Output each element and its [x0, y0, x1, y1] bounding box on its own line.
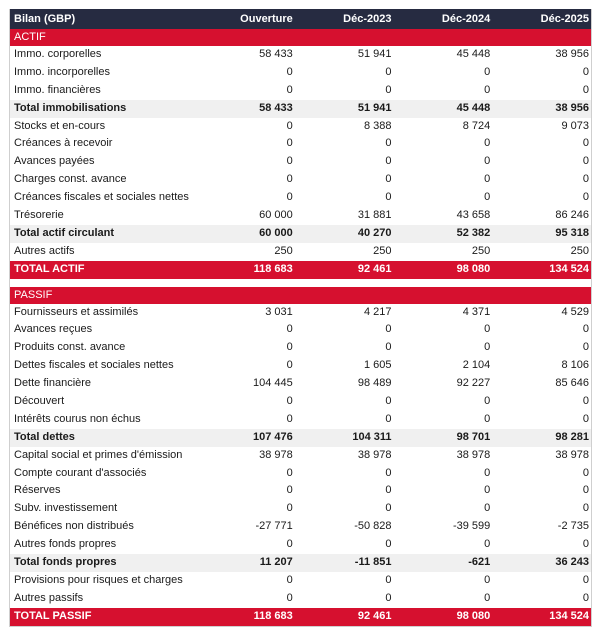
row-value: 104 311	[352, 430, 392, 443]
row-value: -50 828	[354, 520, 392, 533]
row-value: 3 031	[265, 305, 293, 318]
table-row	[10, 207, 591, 225]
row-value: 0	[385, 173, 392, 186]
row-value: 0	[582, 173, 589, 186]
row-value: 0	[484, 323, 491, 336]
row-value: 0	[286, 137, 293, 150]
table-row	[10, 500, 591, 518]
row-value: -11 851	[354, 556, 392, 569]
row-value: 0	[484, 538, 491, 551]
row-value: 36 243	[555, 556, 589, 569]
table-row	[10, 590, 591, 608]
row-value: 0	[286, 119, 293, 132]
row-label: TOTAL PASSIF	[14, 609, 92, 622]
row-label: Avances payées	[14, 155, 95, 168]
row-value: 51 941	[357, 101, 392, 114]
row-value: 58 433	[259, 101, 293, 114]
row-value: 58 433	[259, 48, 293, 60]
table-row	[10, 572, 591, 590]
row-value: 0	[385, 538, 392, 551]
row-value: 4 529	[561, 305, 589, 318]
table-header-row	[10, 9, 591, 29]
header-cell-dec-2024: Déc-2024	[441, 13, 491, 25]
table-row	[10, 82, 591, 100]
row-value: 98 281	[555, 430, 589, 443]
subtotal-row	[10, 225, 591, 243]
row-value: 0	[385, 573, 392, 586]
row-value: 0	[582, 323, 589, 336]
row-value: 38 978	[555, 448, 589, 461]
row-value: 134 524	[549, 609, 589, 622]
row-value: 0	[484, 591, 491, 604]
row-label: Autres actifs	[14, 244, 75, 257]
row-value: 0	[286, 83, 293, 96]
row-label: Immo. corporelles	[14, 48, 102, 60]
row-value: 98 080	[456, 609, 491, 622]
row-value: 0	[286, 173, 293, 186]
row-value: 0	[286, 65, 293, 78]
row-value: 0	[286, 573, 293, 586]
section-title-passif: PASSIF	[14, 288, 53, 301]
row-value: 0	[484, 341, 491, 354]
table-row	[10, 321, 591, 339]
row-value: 0	[385, 323, 392, 336]
row-label: Créances fiscales et sociales nettes	[14, 191, 189, 204]
row-value: 86 246	[555, 209, 589, 222]
grand-total-row	[10, 608, 591, 626]
row-value: 250	[373, 244, 392, 257]
row-value: 98 489	[357, 377, 392, 390]
row-value: 52 382	[456, 226, 491, 239]
row-value: 0	[385, 137, 392, 150]
row-label: Provisions pour risques et charges	[14, 573, 183, 586]
balance-sheet-table	[9, 9, 592, 627]
row-value: 38 956	[555, 48, 589, 60]
row-label: Compte courant d'associés	[14, 466, 147, 479]
row-value: 250	[274, 244, 293, 257]
row-value: 2 104	[462, 359, 491, 372]
row-label: TOTAL ACTIF	[14, 262, 85, 275]
row-value: 40 270	[357, 226, 392, 239]
row-value: 0	[582, 591, 589, 604]
row-value: 118 683	[253, 262, 293, 275]
row-label: Dette financière	[14, 377, 92, 390]
row-label: Créances à recevoir	[14, 137, 113, 150]
row-value: 4 371	[462, 305, 491, 318]
row-value: 45 448	[456, 48, 491, 60]
section-header-actif	[10, 29, 591, 46]
row-value: 0	[286, 395, 293, 408]
row-value: 0	[385, 502, 392, 515]
table-row	[10, 447, 591, 465]
row-label: Total fonds propres	[14, 556, 117, 569]
row-value: 0	[484, 573, 491, 586]
row-value: 0	[582, 412, 589, 425]
row-value: 0	[286, 466, 293, 479]
row-value: 0	[484, 395, 491, 408]
row-value: 0	[484, 191, 491, 204]
row-label: Stocks et en-cours	[14, 119, 106, 132]
table-row	[10, 339, 591, 357]
row-value: 0	[484, 412, 491, 425]
row-value: 38 978	[357, 448, 392, 461]
row-value: 0	[286, 341, 293, 354]
row-value: 0	[286, 191, 293, 204]
row-value: 0	[484, 466, 491, 479]
row-value: 0	[385, 395, 392, 408]
row-label: Total immobilisations	[14, 101, 127, 114]
header-cell-ouverture: Ouverture	[240, 13, 293, 25]
row-label: Bénéfices non distribués	[14, 520, 134, 533]
row-value: 0	[385, 155, 392, 168]
row-label: Découvert	[14, 395, 65, 408]
row-value: 0	[286, 359, 293, 372]
row-value: 0	[582, 155, 589, 168]
row-value: 107 476	[252, 430, 293, 443]
row-value: 4 217	[363, 305, 392, 318]
row-value: 0	[582, 573, 589, 586]
row-value: 0	[582, 137, 589, 150]
row-value: 0	[385, 83, 392, 96]
row-value: 0	[582, 395, 589, 408]
row-label: Fournisseurs et assimilés	[14, 305, 139, 318]
table-row	[10, 465, 591, 483]
table-row	[10, 153, 591, 171]
table-row	[10, 411, 591, 429]
row-value: 31 881	[357, 209, 392, 222]
row-label: Immo. financières	[14, 83, 101, 96]
row-value: 0	[286, 591, 293, 604]
row-value: 11 207	[259, 556, 293, 569]
row-value: 98 080	[456, 262, 491, 275]
row-value: 8 724	[462, 119, 491, 132]
row-value: 0	[484, 65, 491, 78]
row-value: 38 978	[259, 448, 293, 461]
row-value: 0	[484, 173, 491, 186]
row-label: Autres passifs	[14, 591, 84, 604]
row-value: 85 646	[555, 377, 589, 390]
row-value: 9 073	[561, 119, 589, 132]
row-value: 0	[484, 137, 491, 150]
row-value: 0	[582, 65, 589, 78]
table-row	[10, 357, 591, 375]
header-cell-dec-2025: Déc-2025	[540, 13, 589, 25]
row-value: 0	[385, 65, 392, 78]
table-row	[10, 189, 591, 207]
table-row	[10, 375, 591, 393]
row-label: Charges const. avance	[14, 173, 127, 186]
table-row	[10, 171, 591, 189]
row-value: 92 227	[456, 377, 491, 390]
row-value: 0	[582, 466, 589, 479]
table-row	[10, 304, 591, 322]
row-value: 0	[286, 412, 293, 425]
row-value: -39 599	[452, 520, 491, 533]
row-label: Avances reçues	[14, 323, 93, 336]
row-value: 0	[582, 538, 589, 551]
row-value: 0	[582, 341, 589, 354]
row-value: 0	[286, 323, 293, 336]
section-header-passif	[10, 287, 591, 304]
table-row	[10, 118, 591, 136]
table-row	[10, 135, 591, 153]
row-value: 0	[286, 502, 293, 515]
row-value: 0	[286, 155, 293, 168]
row-label: Subv. investissement	[14, 502, 118, 515]
subtotal-row	[10, 100, 591, 118]
row-value: 0	[286, 484, 293, 497]
row-value: 0	[385, 341, 392, 354]
row-value: 95 318	[555, 226, 589, 239]
row-value: 8 106	[561, 359, 589, 372]
row-value: 134 524	[549, 262, 589, 275]
table-row	[10, 46, 591, 64]
section-spacer	[10, 279, 591, 287]
row-value: 0	[484, 484, 491, 497]
row-value: 0	[582, 191, 589, 204]
table-row	[10, 243, 591, 261]
row-value: 92 461	[357, 609, 392, 622]
row-value: 104 445	[252, 377, 293, 390]
row-label: Total actif circulant	[14, 226, 115, 239]
row-value: 92 461	[357, 262, 392, 275]
row-value: -2 735	[557, 520, 589, 533]
table-row	[10, 518, 591, 536]
section-title-actif: ACTIF	[14, 31, 46, 43]
row-value: 38 978	[456, 448, 491, 461]
row-value: 8 388	[363, 119, 392, 132]
row-value: 98 701	[456, 430, 491, 443]
grand-total-row	[10, 261, 591, 279]
row-label: Autres fonds propres	[14, 538, 117, 551]
row-value: 51 941	[357, 48, 392, 60]
row-value: 60 000	[259, 209, 293, 222]
table-row	[10, 64, 591, 82]
row-value: 0	[582, 502, 589, 515]
row-label: Réserves	[14, 484, 61, 497]
row-value: 0	[582, 484, 589, 497]
row-value: 118 683	[253, 609, 293, 622]
row-value: 43 658	[456, 209, 491, 222]
row-value: 0	[385, 484, 392, 497]
row-value: 0	[484, 83, 491, 96]
row-value: 45 448	[456, 101, 491, 114]
row-value: 0	[385, 591, 392, 604]
row-value: 0	[484, 502, 491, 515]
table-row	[10, 482, 591, 500]
row-value: 1 605	[363, 359, 392, 372]
subtotal-row	[10, 554, 591, 572]
row-value: -27 771	[255, 520, 293, 533]
row-value: 0	[385, 412, 392, 425]
row-label: Capital social et primes d'émission	[14, 448, 183, 461]
row-value: 0	[582, 83, 589, 96]
header-cell-label: Bilan (GBP)	[14, 13, 76, 25]
row-value: 0	[484, 155, 491, 168]
actif-rows	[10, 46, 591, 279]
row-value: 250	[570, 244, 589, 257]
row-value: -621	[468, 556, 491, 569]
row-label: Dettes fiscales et sociales nettes	[14, 359, 174, 372]
table-row	[10, 536, 591, 554]
row-value: 0	[385, 191, 392, 204]
row-value: 38 956	[555, 101, 589, 114]
row-value: 60 000	[259, 226, 293, 239]
row-value: 0	[385, 466, 392, 479]
row-label: Trésorerie	[14, 209, 64, 222]
row-label: Immo. incorporelles	[14, 65, 110, 78]
row-value: 250	[471, 244, 491, 257]
row-label: Intérêts courus non échus	[14, 412, 141, 425]
row-label: Produits const. avance	[14, 341, 126, 354]
subtotal-row	[10, 429, 591, 447]
row-value: 0	[286, 538, 293, 551]
passif-rows	[10, 304, 591, 626]
row-label: Total dettes	[14, 430, 75, 443]
header-cell-dec-2023: Déc-2023	[343, 13, 392, 25]
table-row	[10, 393, 591, 411]
